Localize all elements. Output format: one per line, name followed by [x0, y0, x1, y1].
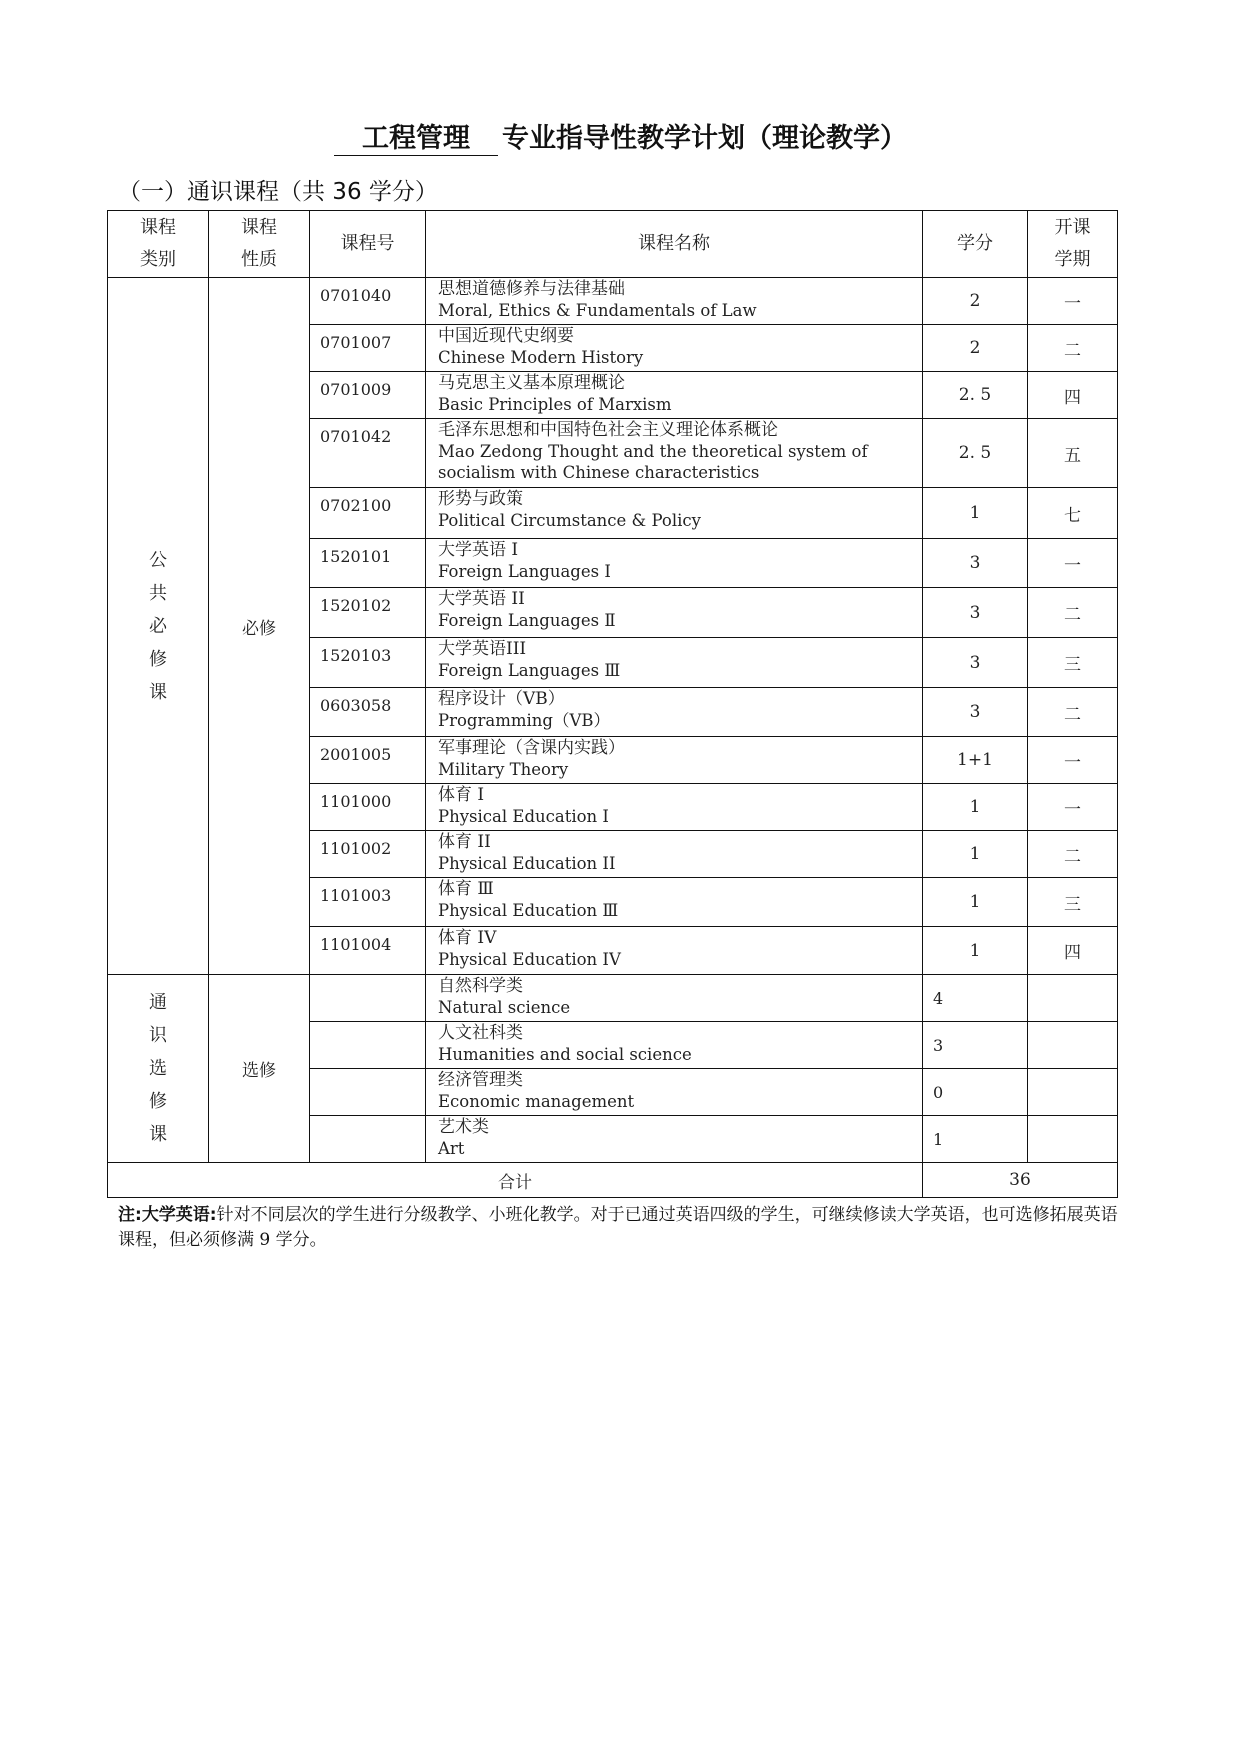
course-name: [426, 784, 923, 831]
course-semester: 四: [1028, 927, 1118, 975]
course-table: [107, 210, 1118, 1198]
category-general-elective-char: 选: [149, 1058, 167, 1079]
course-name-en: Physical Education II: [438, 854, 616, 873]
header-row: [108, 211, 1118, 278]
course-credits: 1: [923, 784, 1028, 831]
course-code: 0603058: [310, 688, 426, 737]
course-credits: 1: [923, 831, 1028, 878]
category-public-required-char: 公: [149, 549, 167, 571]
course-semester-empty: [1028, 1022, 1118, 1069]
course-credits: 1+1: [923, 737, 1028, 784]
course-code: 0701040: [310, 278, 426, 325]
course-code: 1101003: [310, 878, 426, 927]
course-name-zh: 程序设计（VB）: [438, 689, 565, 709]
course-credits: 4: [923, 975, 1028, 1022]
category-public-required-char: 课: [149, 681, 167, 703]
category-general-elective-char: 通: [149, 992, 167, 1013]
header-name: 课程名称: [426, 211, 923, 278]
category-public-required: [108, 278, 209, 975]
course-name-zh: 自然科学类: [438, 976, 523, 996]
course-name: [426, 372, 923, 419]
course-code-empty: [310, 1022, 426, 1069]
course-name: [426, 1116, 923, 1163]
table-row: [108, 278, 1118, 325]
nature-required: 必修: [209, 278, 310, 975]
table-row: [108, 975, 1118, 1022]
course-credits: 2. 5: [923, 419, 1028, 488]
course-name-en: Economic management: [438, 1092, 635, 1111]
course-code: 1520103: [310, 638, 426, 688]
header-semester: 开课 学期: [1028, 211, 1118, 278]
course-name-en: Humanities and social science: [438, 1045, 692, 1064]
course-credits: 3: [923, 638, 1028, 688]
course-code-empty: [310, 1069, 426, 1116]
course-code: 0701009: [310, 372, 426, 419]
course-code-empty: [310, 1116, 426, 1163]
course-semester-empty: [1028, 975, 1118, 1022]
nature-elective: 选修: [209, 975, 310, 1163]
course-credits: 2: [923, 278, 1028, 325]
header-credits: 学分: [923, 211, 1028, 278]
course-name-en: Foreign Languages Ⅱ: [438, 611, 616, 630]
category-general-elective-char: 识: [149, 1025, 167, 1046]
course-code: 0701007: [310, 325, 426, 372]
course-credits: 0: [923, 1069, 1028, 1116]
course-code-empty: [310, 975, 426, 1022]
note-prefix: 注:: [118, 1205, 142, 1225]
category-general-elective-char: 课: [149, 1124, 167, 1145]
course-credits: 3: [923, 539, 1028, 588]
course-name: [426, 688, 923, 737]
course-name-en: Foreign Languages Ⅲ: [438, 661, 621, 680]
course-name: [426, 278, 923, 325]
course-semester: 二: [1028, 831, 1118, 878]
course-credits: 1: [923, 488, 1028, 539]
course-name: [426, 878, 923, 927]
note-term: 大学英语:: [141, 1205, 217, 1225]
header-code: 课程号: [310, 211, 426, 278]
course-name-zh: 经济管理类: [438, 1070, 523, 1090]
course-name-en: Basic Principles of Marxism: [438, 395, 672, 414]
course-code: 2001005: [310, 737, 426, 784]
course-code: 1520101: [310, 539, 426, 588]
header-category: 课程 类别: [108, 211, 209, 278]
note-text: 针对不同层次的学生进行分级教学、小班化教学。对于已通过英语四级的学生，可继续修读大学英语，也可选修拓展英语课程，但必须修满 9 学分。: [118, 1205, 1118, 1250]
course-name-en: Physical Education Ⅲ: [438, 901, 619, 920]
course-credits: 3: [923, 588, 1028, 638]
course-name-en: Moral, Ethics & Fundamentals of Law: [438, 301, 757, 320]
course-name-zh: 体育 IV: [438, 928, 497, 948]
course-name-zh: 军事理论（含课内实践）: [438, 738, 625, 758]
total-value: 36: [923, 1163, 1118, 1198]
course-name-en: Art: [438, 1139, 465, 1158]
course-semester: 二: [1028, 588, 1118, 638]
course-name-en: Programming（VB）: [438, 711, 611, 730]
course-semester: 四: [1028, 372, 1118, 419]
course-name-en: Chinese Modern History: [438, 348, 644, 367]
course-semester-empty: [1028, 1116, 1118, 1163]
course-credits: 2. 5: [923, 372, 1028, 419]
total-label: 合计: [108, 1163, 923, 1198]
course-semester-empty: [1028, 1069, 1118, 1116]
course-semester: 一: [1028, 539, 1118, 588]
course-name-zh: 大学英语III: [438, 639, 527, 659]
course-credits: 3: [923, 1022, 1028, 1069]
course-code: 1101002: [310, 831, 426, 878]
course-name-zh: 大学英语 I: [438, 540, 519, 560]
section-heading: （一）通识课程（共 36 学分）: [118, 179, 438, 205]
course-credits: 3: [923, 688, 1028, 737]
major-name: 工程管理: [334, 123, 498, 156]
course-name-zh: 毛泽东思想和中国特色社会主义理论体系概论: [438, 420, 778, 440]
course-name-zh: 体育 Ⅲ: [438, 879, 494, 899]
course-semester: 七: [1028, 488, 1118, 539]
page-title: [0, 122, 1241, 156]
footnote: [118, 1203, 1128, 1253]
course-name-en: Physical Education IV: [438, 950, 621, 969]
course-code: 1101004: [310, 927, 426, 975]
course-name: [426, 539, 923, 588]
course-name: [426, 488, 923, 539]
course-name-en: Mao Zedong Thought and the theoretical system of socialism with Chinese characteristics: [438, 442, 868, 482]
course-credits: 1: [923, 878, 1028, 927]
course-semester: 一: [1028, 278, 1118, 325]
category-public-required-char: 必: [149, 615, 167, 637]
category-general-elective-char: 修: [149, 1091, 167, 1112]
course-semester: 一: [1028, 784, 1118, 831]
course-semester: 三: [1028, 638, 1118, 688]
course-semester: 三: [1028, 878, 1118, 927]
course-name: [426, 927, 923, 975]
title-rest: 专业指导性教学计划（理论教学）: [502, 123, 907, 154]
course-name: [426, 638, 923, 688]
course-code: 1520102: [310, 588, 426, 638]
course-name: [426, 1022, 923, 1069]
course-name-zh: 中国近现代史纲要: [438, 326, 574, 346]
course-credits: 1: [923, 1116, 1028, 1163]
course-credits: 1: [923, 927, 1028, 975]
course-name-en: Natural science: [438, 998, 571, 1017]
course-name-zh: 形势与政策: [438, 489, 523, 509]
course-semester: 二: [1028, 688, 1118, 737]
course-name-zh: 体育 II: [438, 832, 491, 852]
course-name-zh: 马克思主义基本原理概论: [438, 373, 625, 393]
course-semester: 一: [1028, 737, 1118, 784]
course-name: [426, 737, 923, 784]
course-name-zh: 艺术类: [438, 1117, 489, 1137]
course-name: [426, 419, 923, 488]
course-credits: 2: [923, 325, 1028, 372]
course-name: [426, 325, 923, 372]
category-public-required-char: 修: [149, 648, 167, 670]
course-name-en: Political Circumstance & Policy: [438, 511, 701, 530]
course-code: 0702100: [310, 488, 426, 539]
course-name-en: Physical Education I: [438, 807, 609, 826]
header-nature: 课程 性质: [209, 211, 310, 278]
course-code: 0701042: [310, 419, 426, 488]
category-general-elective: [108, 975, 209, 1163]
total-row: [108, 1163, 1118, 1198]
course-name: [426, 831, 923, 878]
course-code: 1101000: [310, 784, 426, 831]
course-name-zh: 人文社科类: [438, 1023, 523, 1043]
category-public-required-char: 共: [149, 582, 167, 604]
course-name: [426, 588, 923, 638]
course-name: [426, 975, 923, 1022]
course-semester: 五: [1028, 419, 1118, 488]
course-name-en: Military Theory: [438, 760, 569, 779]
course-name-zh: 思想道德修养与法律基础: [438, 279, 625, 299]
course-semester: 二: [1028, 325, 1118, 372]
course-name-zh: 大学英语 II: [438, 589, 525, 609]
course-name-en: Foreign Languages Ⅰ: [438, 562, 611, 581]
course-name: [426, 1069, 923, 1116]
course-name-zh: 体育 I: [438, 785, 485, 805]
